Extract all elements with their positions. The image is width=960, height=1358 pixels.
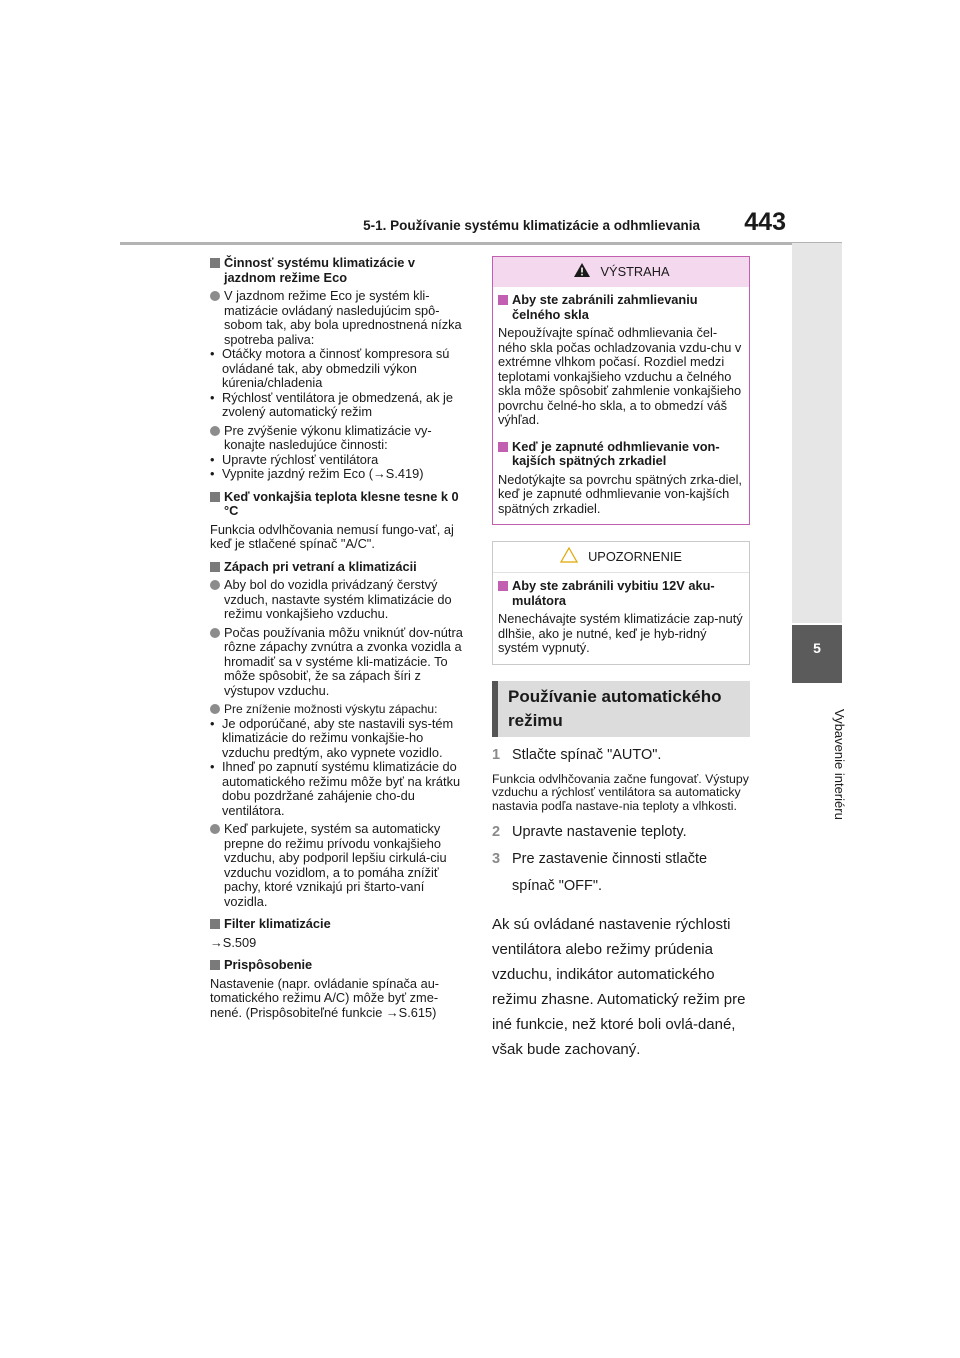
circle-bullet-icon	[210, 426, 220, 436]
warning-body	[493, 287, 749, 524]
warning-header	[493, 257, 749, 287]
list-item	[210, 702, 468, 717]
left-column	[210, 256, 468, 1020]
section-title-text: Prispôsobenie	[224, 957, 313, 972]
list-item-text: Keď parkujete, systém sa automaticky prepne do režimu prívodu vonkajšieho vzduchu, aby podporil lepšiu cirkulá-ciu vzduchu vozidlom, a to pomáha znížiť pachy, ktoré vznikajú pri štarto-vaní vozidla.	[224, 821, 447, 909]
chapter-tab-label: Vybavenie interiéru	[832, 708, 847, 820]
circle-bullet-icon	[210, 704, 220, 714]
section-title	[210, 958, 468, 973]
step-item	[492, 846, 750, 900]
square-bullet-icon	[210, 492, 220, 502]
sub-bullet-text: Ihneď po zapnutí systému klimatizácie do automatického režimu môže byť na krátku dobu pozdržané zahájenie cho-du ventilátora.	[222, 759, 461, 818]
sub-bullet-text: Je odporúčané, aby ste nastavili sys-tém klimatizácie do režimu vonkajšie-ho vzduchu predtým, ako vypnete vozidlo.	[222, 715, 454, 760]
list-item-text: V jazdnom režime Eco je systém kli-matizácie ovládaný nasledujúcim spô-sobom tak, aby bola uprednostnená nízka spotreba paliva:	[224, 288, 462, 347]
caution-triangle-icon	[560, 547, 578, 567]
sub-bullet-text: Upravte rýchlosť ventilátora	[222, 451, 379, 467]
auto-mode-paragraph: Ak sú ovládané nastavenie rýchlosti ventilátora alebo režimy prúdenia vzduchu, indikátor automatického režimu zhasne. Automatický režim pre iné funkcie, než ktoré boli ovlá-dané, však bude zachovaný.	[492, 915, 746, 1058]
square-bullet-icon	[498, 442, 508, 452]
chapter-tab-bar	[792, 243, 842, 623]
sub-bullet: • Rýchlosť ventilátora je obmedzená, ak je zvolený automatický režim	[210, 391, 468, 420]
chapter-tab-number: 5	[813, 640, 821, 656]
warning-title-text: Aby ste zabránili zahmlievaniu čelného skla	[512, 292, 698, 322]
caution-title	[498, 579, 744, 608]
square-bullet-icon	[210, 919, 220, 929]
section-title	[210, 917, 468, 932]
section-title-text: Činnosť systému klimatizácie v jazdnom režime Eco	[224, 255, 416, 285]
eco-mode-page-link[interactable]: Vypnite jazdný režim Eco (→S.419)	[222, 466, 424, 481]
square-bullet-icon	[498, 581, 508, 591]
section-heading	[492, 681, 750, 737]
list-item-text: Pre zníženie možnosti výskytu zápachu:	[224, 702, 438, 716]
caution-header	[493, 542, 749, 572]
list-item	[210, 822, 468, 909]
caution-title-text: Aby ste zabránili vybitiu 12V aku-mulátora	[512, 578, 715, 608]
step-text: Pre zastavenie činnosti stlačte spínač "OFF".	[512, 850, 708, 894]
step-note: Funkcia odvlhčovania začne fungovať. Výstupy vzduchu a rýchlosť ventilátora sa automaticky nastavia podľa nastave-nia teploty a vlhkosti.	[492, 771, 749, 814]
header-rule	[120, 242, 842, 245]
step-number: 2	[492, 823, 501, 840]
customization-page-link[interactable]: Nastavenie (napr. ovládanie spínača au-tomatického režimu A/C) môže byť zme-nené. (Prispôsobiteľné funkcie →S.615)	[210, 975, 440, 1020]
square-bullet-icon	[210, 562, 220, 572]
sub-bullet: • Vypnite jazdný režim Eco (→S.419)	[210, 466, 424, 481]
circle-bullet-icon	[210, 291, 220, 301]
circle-bullet-icon	[210, 628, 220, 638]
list-item	[210, 578, 468, 622]
section-title	[210, 560, 468, 575]
square-bullet-icon	[498, 295, 508, 305]
warning-header-text: VÝSTRAHA	[600, 263, 670, 279]
sub-bullet: • Upravte rýchlosť ventilátora	[210, 451, 379, 467]
right-column	[492, 256, 750, 1062]
step-text: Stlačte spínač "AUTO".	[512, 746, 662, 763]
paragraph: Funkcia odvlhčovania nemusí fungo-vať, aj keď je stlačené spínač "A/C".	[210, 521, 454, 551]
sub-bullet: • Otáčky motora a činnosť kompresora sú ovládané tak, aby obmedzili výkon kúrenia/chladenia	[210, 347, 468, 391]
square-bullet-icon	[210, 960, 220, 970]
warning-paragraph: Nedotýkajte sa povrchu spätných zrka-diel, keď je zapnuté odhmlievanie von-kajších spätných zrkadiel.	[498, 471, 742, 516]
section-title-text: Filter klimatizácie	[224, 916, 331, 931]
list-item	[210, 626, 468, 699]
circle-bullet-icon	[210, 580, 220, 590]
step-number: 1	[492, 746, 501, 763]
circle-bullet-icon	[210, 824, 220, 834]
caution-box	[492, 541, 750, 665]
warning-title-text: Keď je zapnuté odhmlievanie von-kajších spätných zrkadiel	[512, 438, 720, 468]
page-number: 443	[744, 208, 786, 236]
section-title-text: Zápach pri vetraní a klimatizácii	[224, 558, 417, 574]
list-item	[210, 424, 468, 453]
filter-page-link[interactable]: →S.509	[210, 934, 257, 950]
step-item	[492, 745, 750, 765]
list-item-text: Pre zvýšenie výkonu klimatizácie vy-konajte nasledujúce činnosti:	[224, 422, 432, 452]
section-title-text: Keď vonkajšia teplota klesne tesne k 0 °C	[224, 488, 459, 518]
sub-bullet: • Je odporúčané, aby ste nastavili sys-tém klimatizácie do režimu vonkajšie-ho vzduchu predtým, ako vypnete vozidlo.	[210, 717, 468, 761]
section-heading-text: Používanie automatického režimu	[508, 686, 722, 730]
caution-body	[493, 572, 749, 664]
sub-bullet-text: Rýchlosť ventilátora je obmedzená, ak je zvolený automatický režim	[222, 389, 454, 419]
step-text: Upravte nastavenie teploty.	[512, 823, 687, 840]
step-item	[492, 822, 750, 842]
caution-header-text: UPOZORNENIE	[588, 548, 682, 564]
sub-bullet-text: Otáčky motora a činnosť kompresora sú ovládané tak, aby obmedzili výkon kúrenia/chladenia	[222, 346, 450, 390]
square-bullet-icon	[210, 258, 220, 268]
warning-triangle-icon	[573, 262, 591, 282]
list-item-text: Aby bol do vozidla privádzaný čerstvý vzduch, nastavte systém klimatizácie do režimu vonkajšieho vzduchu.	[224, 577, 452, 621]
list-item	[210, 289, 468, 347]
warning-paragraph: Nepoužívajte spínač odhmlievania čel-ného skla počas ochladzovania vzdu-chu v extrémne vlhkom počasí. Rozdiel medzi teplotami vonkajšieho vzduchu a čelného skla môže spôsobiť zahmlenie vonkajšieho povrchu čelné-ho skla, a to obmedzí váš výhľad.	[498, 325, 742, 427]
warning-title	[498, 293, 744, 322]
section-title	[210, 490, 468, 519]
caution-paragraph: Nenechávajte systém klimatizácie zap-nutý dlhšie, ako je nutné, keď je hyb-ridný systém vypnutý.	[498, 611, 743, 655]
list-item-text: Počas používania môžu vniknúť dov-nútra rôzne zápachy zvnútra a zvonka vozidla a hromadiť sa v systéme kli-matizácie. To môže spôsobiť, že sa zápach šíri z výstupov vzduchu.	[224, 624, 463, 698]
step-number: 3	[492, 850, 501, 867]
warning-title	[498, 440, 744, 469]
sub-bullet: • Ihneď po zapnutí systému klimatizácie do automatického režimu môže byť na krátku dobu pozdržané zahájenie cho-du ventilátora.	[210, 760, 468, 818]
warning-box	[492, 256, 750, 525]
section-title	[210, 256, 468, 285]
header-section-title: 5-1. Používanie systému klimatizácie a odhmlievania	[363, 218, 700, 233]
